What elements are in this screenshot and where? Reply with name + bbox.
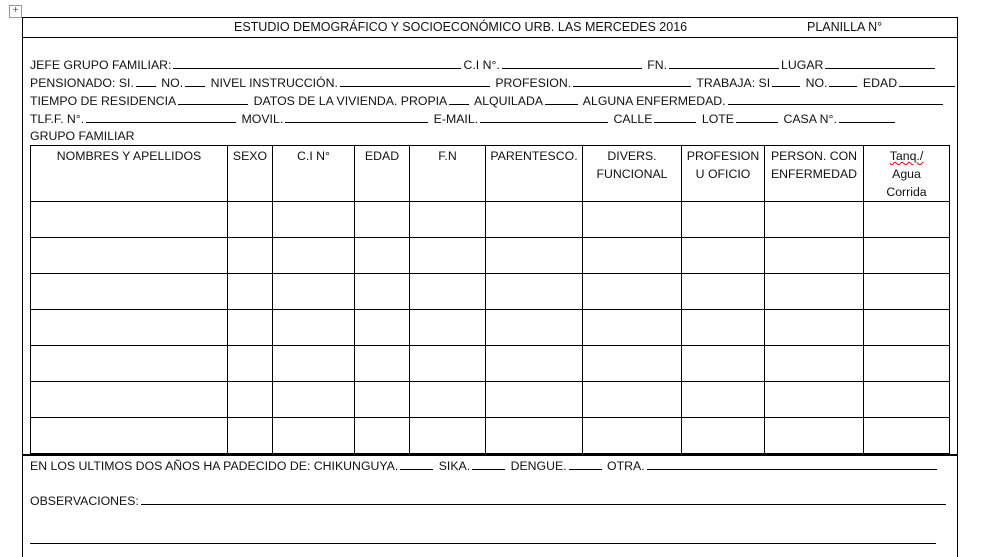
col-header-ci: C.I N° bbox=[273, 146, 355, 202]
cell[interactable] bbox=[410, 418, 486, 454]
table-row bbox=[31, 382, 950, 418]
cell[interactable] bbox=[228, 238, 273, 274]
grupo-familiar-label: GRUPO FAMILIAR bbox=[30, 129, 135, 143]
title-divider bbox=[22, 37, 957, 38]
cell[interactable] bbox=[486, 418, 583, 454]
calle-input[interactable] bbox=[654, 110, 696, 123]
cell[interactable] bbox=[31, 382, 228, 418]
line-pensionado: PENSIONADO: SI. NO. NIVEL INSTRUCCIÓN. PROFESION. TRABAJA: SI NO. EDAD bbox=[30, 74, 957, 91]
cell[interactable] bbox=[583, 238, 682, 274]
cell[interactable] bbox=[765, 238, 864, 274]
casa-input[interactable] bbox=[839, 110, 895, 123]
cell[interactable] bbox=[31, 310, 228, 346]
cell[interactable] bbox=[273, 382, 355, 418]
cell[interactable] bbox=[31, 238, 228, 274]
planilla-label: PLANILLA N° bbox=[807, 20, 883, 34]
cell[interactable] bbox=[31, 274, 228, 310]
cell[interactable] bbox=[682, 238, 765, 274]
lote-input[interactable] bbox=[736, 110, 778, 123]
col-header-nombres: NOMBRES Y APELLIDOS bbox=[31, 146, 228, 202]
cell[interactable] bbox=[583, 346, 682, 382]
observaciones-input[interactable] bbox=[141, 492, 946, 505]
cell[interactable] bbox=[31, 202, 228, 238]
ci-input[interactable] bbox=[502, 56, 642, 69]
cell[interactable] bbox=[682, 310, 765, 346]
cell[interactable] bbox=[864, 346, 950, 382]
cell[interactable] bbox=[486, 382, 583, 418]
cell[interactable] bbox=[228, 310, 273, 346]
sika-input[interactable] bbox=[472, 457, 505, 470]
cell[interactable] bbox=[410, 202, 486, 238]
col-header-enfermedad: PERSON. CON ENFERMEDAD bbox=[765, 146, 864, 202]
cell[interactable] bbox=[410, 382, 486, 418]
jefe-input[interactable] bbox=[173, 56, 461, 69]
movil-input[interactable] bbox=[285, 110, 428, 123]
cell[interactable] bbox=[273, 274, 355, 310]
cell[interactable] bbox=[355, 418, 410, 454]
email-input[interactable] bbox=[480, 110, 608, 123]
cell[interactable] bbox=[682, 382, 765, 418]
lugar-input[interactable] bbox=[825, 56, 935, 69]
cell[interactable] bbox=[486, 238, 583, 274]
col-header-parentesco: PARENTESCO. bbox=[486, 146, 583, 202]
cell[interactable] bbox=[864, 382, 950, 418]
cell[interactable] bbox=[273, 202, 355, 238]
family-table bbox=[30, 145, 950, 454]
observaciones-line-2[interactable] bbox=[30, 543, 936, 544]
cell[interactable] bbox=[682, 274, 765, 310]
cell[interactable] bbox=[355, 346, 410, 382]
cell[interactable] bbox=[355, 274, 410, 310]
cell[interactable] bbox=[864, 202, 950, 238]
col-header-tanque bbox=[864, 146, 950, 202]
line-observaciones: OBSERVACIONES: bbox=[30, 492, 948, 509]
cell[interactable] bbox=[864, 238, 950, 274]
cell[interactable] bbox=[410, 346, 486, 382]
cell[interactable] bbox=[486, 202, 583, 238]
cell[interactable] bbox=[682, 418, 765, 454]
tlf-input[interactable] bbox=[86, 110, 236, 123]
pensionado-si-input[interactable] bbox=[136, 74, 156, 87]
col-header-fn: F.N bbox=[410, 146, 486, 202]
table-row bbox=[31, 274, 950, 310]
col-header-profesion: PROFESION U OFICIO bbox=[682, 146, 765, 202]
cell[interactable] bbox=[355, 310, 410, 346]
table-row bbox=[31, 418, 950, 454]
cell[interactable] bbox=[765, 274, 864, 310]
cell[interactable] bbox=[228, 274, 273, 310]
cell[interactable] bbox=[765, 310, 864, 346]
cell[interactable] bbox=[273, 418, 355, 454]
cell[interactable] bbox=[228, 382, 273, 418]
nivel-instruccion-input[interactable] bbox=[340, 74, 490, 87]
col-header-divers-funcional: DIVERS. FUNCIONAL bbox=[583, 146, 682, 202]
edad-input[interactable] bbox=[899, 74, 955, 87]
cell[interactable] bbox=[273, 310, 355, 346]
enfermedad-input[interactable] bbox=[728, 92, 943, 105]
chikunguya-input[interactable] bbox=[400, 457, 433, 470]
col-header-edad: EDAD bbox=[355, 146, 410, 202]
line-padecido: EN LOS ULTIMOS DOS AÑOS HA PADECIDO DE: CHIKUNGUYA. SIKA. DENGUE. OTRA. bbox=[30, 457, 939, 474]
form-title-bar bbox=[22, 17, 957, 37]
pensionado-no-input[interactable] bbox=[185, 74, 205, 87]
cell[interactable] bbox=[486, 346, 583, 382]
cell[interactable] bbox=[682, 202, 765, 238]
col-header-sexo: SEXO bbox=[228, 146, 273, 202]
cell[interactable] bbox=[355, 382, 410, 418]
cell[interactable] bbox=[228, 346, 273, 382]
cell[interactable] bbox=[864, 274, 950, 310]
trabaja-si-input[interactable] bbox=[772, 74, 800, 87]
cell[interactable] bbox=[410, 238, 486, 274]
cell[interactable] bbox=[355, 202, 410, 238]
cell[interactable] bbox=[765, 202, 864, 238]
cell[interactable] bbox=[31, 346, 228, 382]
line-jefe: JEFE GRUPO FAMILIAR: C.I N°. FN. LUGAR bbox=[30, 56, 937, 73]
cell[interactable] bbox=[228, 418, 273, 454]
profesion-input[interactable] bbox=[573, 74, 691, 87]
alquilada-input[interactable] bbox=[545, 92, 578, 105]
agua-corrida-label: Agua Corrida bbox=[886, 167, 927, 199]
cell[interactable] bbox=[410, 310, 486, 346]
cell[interactable] bbox=[583, 202, 682, 238]
tiempo-residencia-input[interactable] bbox=[178, 92, 248, 105]
table-row bbox=[31, 310, 950, 346]
cell[interactable] bbox=[765, 418, 864, 454]
cell[interactable] bbox=[486, 310, 583, 346]
cell[interactable] bbox=[864, 310, 950, 346]
table-row bbox=[31, 202, 950, 238]
cell[interactable] bbox=[410, 274, 486, 310]
cell[interactable] bbox=[583, 382, 682, 418]
trabaja-no-input[interactable] bbox=[829, 74, 857, 87]
otra-input[interactable] bbox=[647, 457, 937, 470]
cell[interactable] bbox=[486, 274, 583, 310]
tanque-label: Tanq./ bbox=[889, 149, 924, 163]
table-move-handle-icon[interactable]: + bbox=[9, 5, 22, 18]
cell[interactable] bbox=[355, 238, 410, 274]
cell[interactable] bbox=[583, 310, 682, 346]
cell[interactable] bbox=[228, 202, 273, 238]
cell[interactable] bbox=[682, 346, 765, 382]
cell[interactable] bbox=[273, 346, 355, 382]
form-title: ESTUDIO DEMOGRÁFICO Y SOCIOECONÓMICO URB. LAS MERCEDES 2016 bbox=[234, 20, 688, 34]
line-residencia: TIEMPO DE RESIDENCIA DATOS DE LA VIVIENDA. PROPIA ALQUILADA ALGUNA ENFERMEDAD. bbox=[30, 92, 945, 109]
cell[interactable] bbox=[31, 418, 228, 454]
dengue-input[interactable] bbox=[569, 457, 602, 470]
fn-input[interactable] bbox=[669, 56, 779, 69]
table-row bbox=[31, 346, 950, 382]
cell[interactable] bbox=[765, 346, 864, 382]
table-bottom-divider bbox=[22, 454, 957, 456]
table-header-row bbox=[31, 146, 950, 202]
cell[interactable] bbox=[765, 382, 864, 418]
cell[interactable] bbox=[583, 274, 682, 310]
propia-input[interactable] bbox=[449, 92, 469, 105]
table-row bbox=[31, 238, 950, 274]
cell[interactable] bbox=[583, 418, 682, 454]
cell[interactable] bbox=[864, 418, 950, 454]
line-contacto: TLF.F. N°. MOVIL. E-MAIL. CALLE LOTE CASA N°. bbox=[30, 110, 897, 127]
cell[interactable] bbox=[273, 238, 355, 274]
